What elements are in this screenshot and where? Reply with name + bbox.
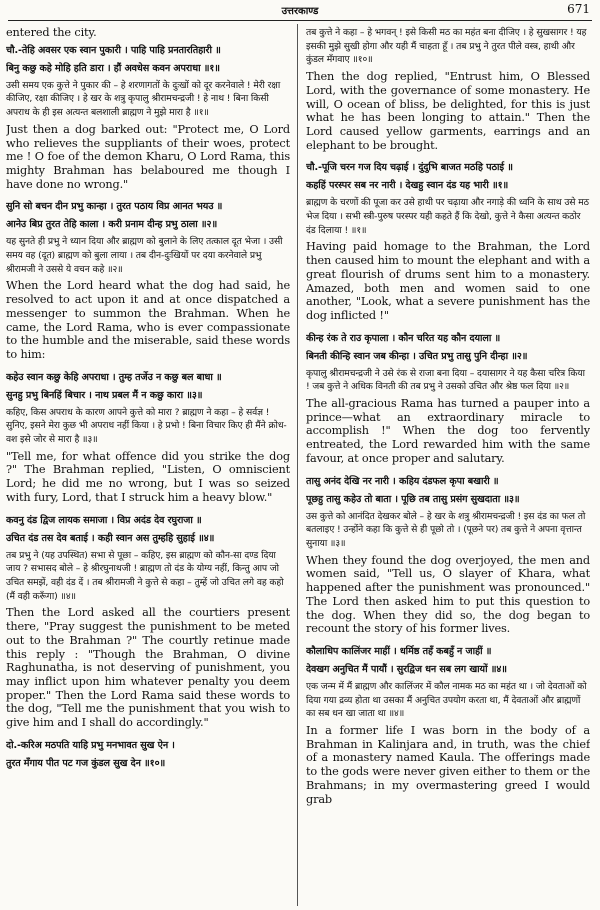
english-translation-paragraph: Then the dog replied, "Entrust him, O Blessed Lord, with the governance of some monastery. He will, O ocean of bliss, be delighted, for this is just what he has been longing to attain." Then the Lord caused yellow garments, earrings and an elephant to be brought. xyxy=(306,70,590,152)
page-header xyxy=(0,0,600,22)
hindi-verse-line: कौलाधिप कालिंजर माहीं । धर्मिष्ठ तहँ कबहुँ न जाहीं ॥ xyxy=(306,645,492,657)
english-translation-paragraph: When the Lord heard what the dog had said, he resolved to act upon it and at once dispatched a messenger to summon the Brahman. When he came, the Lord Rama, who is ever compassionate to the humble and the miserable, said these words to him: xyxy=(6,279,290,361)
hindi-verse-line: बिनु कछु कहे मोहि हति डारा । हौं अवधेस कवन अपराधा ॥१॥ xyxy=(6,62,220,74)
hindi-verse-line: सुनि सो बचन दीन प्रभु कान्हा । तुरत पठाय विप्र आनत भयउ ॥ xyxy=(6,201,223,213)
left-column xyxy=(6,26,290,906)
hindi-verse-line: कहहिं परस्पर सब नर नारी । देखहु स्वान दंड यह भारी ॥१॥ xyxy=(306,180,509,192)
hindi-prose-paragraph: एक जन्म में मैं ब्राह्मण और कालिंजर में कौल नामक मठ का महंत था । जो देवताओं को दिया गया द्रव्य होता था उसका मैं अनुचित उपयोग करता था, मैं देवताओं और ब्राह्मणों का सब धन खा जाता था ॥४॥ xyxy=(306,680,587,720)
hindi-prose-paragraph: कृपालु श्रीरामचन्द्रजी ने उसे रंक से राजा बना दिया – दयासागर ने यह कैसा चरित्र किया ! जब कुत्ते ने अधिक विनती की तब प्रभु ने उसको उचित और श्रेष्ठ फल दिया ॥२॥ xyxy=(306,367,585,393)
english-translation-paragraph: When they found the dog overjoyed, the men and women said, "Tell us, O slayer of Khara, what happened after the punishment was pronounced." The Lord then asked him to put this question to the dog. When they did so, the dog began to recount the story of his former lives. xyxy=(306,553,590,636)
hindi-verse-line: चौ.-पूजि चरन गज दिय चढ़ाई । दुंदुभि बाजत मठहि पठाई ॥ xyxy=(306,162,513,174)
hindi-verse-line: सुनहु प्रभु बिनहिं बिचार । नाथ प्रबल मैं न कछु कारा ॥३॥ xyxy=(6,389,203,401)
hindi-verse-line: उचित दंड तस देव बताई । कही स्वान अस तुम्हहि सुहाई ॥४॥ xyxy=(6,532,215,544)
hindi-prose-paragraph: ब्राह्मण के चरणों की पूजा कर उसे हाथी पर चढ़ाया और नगाड़े की ध्वनि के साथ उसे मठ भेज दिया । सभी स्त्री-पुरुष परस्पर यही कहते हैं कि देखो, कुत्ते ने कैसा अत्यन्त कठोर दंड दिलाया ! ॥१॥ xyxy=(306,197,589,236)
english-translation-paragraph: Having paid homage to the Brahman, the Lord then caused him to mount the elephant and with a great flourish of drums sent him to a monastery. Amazed, both men and women said to one another, "Look, what a severe punishment has the dog inflicted !" xyxy=(306,240,590,322)
hindi-verse-line: कवनु दंड द्विज लायक समाजा । विप्र अदंड देव रघुराजा ॥ xyxy=(6,514,202,526)
hindi-prose-paragraph: उस कुत्ते को आनंदित देखकर बोले – हे खर के शत्रु श्रीरामचन्द्रजी ! इस दंड का फल तो बतलाइए ! उन्होंने कहा कि कुत्ते से ही पूछो तो । (पूछने पर) तब कुत्ते ने अपना वृत्तान्त सुनाया ॥३॥ xyxy=(306,510,586,549)
page-number: 671 xyxy=(567,2,590,16)
english-translation-paragraph: In a former life I was born in the body of a Brahman in Kalinjara and, in truth, was the chief of a monastery named Kaula. The offerings made to the gods were never given either to them or the Brahmans; in my overmastering greed I would grab xyxy=(306,724,590,806)
header-rule xyxy=(8,20,592,21)
column-divider xyxy=(297,24,298,906)
hindi-verse-line: देवखग अनुचित मैं पायौं । सुरद्विज धन सब लग खायों ॥४॥ xyxy=(306,663,507,675)
hindi-verse-line: चौ.-तेहि अवसर एक स्वान पुकारी । पाहि पाहि प्रनतारतिहारी ॥ xyxy=(6,44,221,56)
hindi-prose-paragraph: यह सुनते ही प्रभु ने ध्यान दिया और ब्राह्मण को बुलाने के लिए तत्काल दूत भेजा । उसी समय वह (दूत) ब्राह्मण को बुला लाया । तब दीन-दुःखियों पर दया करनेवाले प्रभु श्रीरामजी ने उससे ये वचन कहे ॥२॥ xyxy=(6,236,283,275)
hindi-prose-paragraph: कहिए, किस अपराध के कारण आपने कुत्ते को मारा ? ब्राह्मण ने कहा – हे सर्वज्ञ ! सुनिए, इसने मेरा कुछ भी अपराध नहीं किया । हे प्रभो ! बिना विचार किए ही मैंने क्रोध-वश इसे जोर से मारा है ॥३॥ xyxy=(6,406,287,446)
hindi-prose-paragraph: उसी समय एक कुत्ते ने पुकार की – हे शरणागतों के दुःखों को दूर करनेवाले ! मेरी रक्षा कीजिए, रक्षा कीजिए । हे खर के शत्रु कृपालु श्रीरामचन्द्रजी ! हे नाथ ! बिना किसी अपराध के ही इस अत्यन्त बलशाली ब्राह्मण ने मुझे मारा है ॥१॥ xyxy=(6,79,281,119)
running-title: उत्तरकाण्ड xyxy=(281,6,319,17)
hindi-verse-line: आनेउ बिप्र तुरत तेहि काला । करी प्रनाम दीन्ह प्रभु ठाला ॥२॥ xyxy=(6,219,218,231)
hindi-verse-line: तुरत मँगाय पीत पट गज कुंडल सुख देन ॥१०॥ xyxy=(6,757,166,769)
english-translation-paragraph: The all-gracious Rama has turned a pauper into a prince—what an extraordinary miracle to accomplish !" When the dog too fervently entreated, the Lord rewarded him with the same favour, at once proper and salutary. xyxy=(306,397,590,465)
hindi-verse-line: पूछहु तासु कहेउ तो बाता । पूछि तब तासु प्रसंग सुखदाता ॥३॥ xyxy=(306,493,520,505)
english-translation-paragraph: Just then a dog barked out: "Protect me, O Lord who relieves the suppliants of their woes, protect me ! O foe of the demon Kharu, O Lord Rama, this mighty Brahman has belaboured me though I have done no wrong." xyxy=(6,122,290,191)
hindi-verse-line: कहेउ स्वान कछु केहि अपराधा । तुम्ह तर्जेउ न कछु बल बाधा ॥ xyxy=(6,371,222,383)
hindi-verse-line: तासु अनंद देखि नर नारी । कहिय दंडफल कृपा बखारी ॥ xyxy=(306,475,499,487)
english-translation-paragraph: Then the Lord asked all the courtiers present there, "Pray suggest the punishment to be meted out to the Brahman ?" The courtly retinue made this reply : "Though the Brahman, O divine Raghunatha, is not deserving of punishment, you may inflict upon him whatever penalty you deem proper." Then the Lord Rama said these words to the dog, "Tell me the punishment that you wish to give him and I shall do accordingly." xyxy=(6,606,290,730)
right-column xyxy=(306,26,590,906)
hindi-verse-line: दो.-करिअ मठपति याहि प्रभु मनभावत सुख ऐन । xyxy=(6,739,175,751)
english-translation-paragraph: "Tell me, for what offence did you strike the dog ?" The Brahman replied, "Listen, O omniscient Lord; he did me no wrong, but I was so seized with fury, Lord, that I struck him a heavy blow." xyxy=(6,449,290,504)
hindi-prose-paragraph: तब प्रभु ने (यह उपस्थित) सभा से पूछा – कहिए, इस ब्राह्मण को कौन-सा दण्ड दिया जाय ? सभासद बोले – हे श्रीरघुनाथजी ! ब्राह्मण तो दंड के योग्य नहीं, किन्तु आप जो उचित समझें, वही दंड दें । तब श्रीरामजी ने कुत्ते से कहा – तुम्हें जो उचित लगे वह कहो (मैं वही करूँगा) ॥४॥ xyxy=(6,549,284,602)
english-translation-paragraph: entered the city. xyxy=(6,26,97,39)
hindi-verse-line: बिनती कीन्हि स्वान जब कीन्हा । उचित प्रभु तासु पुनि दीन्हा ॥२॥ xyxy=(306,350,528,362)
hindi-verse-line: कीन्ह रंक ते राउ कृपाला । कौन चरित यह कौन दयाला ॥ xyxy=(306,332,501,344)
hindi-prose-paragraph: तब कुत्ते ने कहा – हे भगवन् ! इसे किसी मठ का महंत बना दीजिए । हे सुखसागर ! यह इसकी मुझे सुखी होगा और यही मैं चाहता हूँ । तब प्रभु ने तुरत पीले वस्त्र, हाथी और कुंडल मँगवाए ॥१०॥ xyxy=(306,27,587,66)
